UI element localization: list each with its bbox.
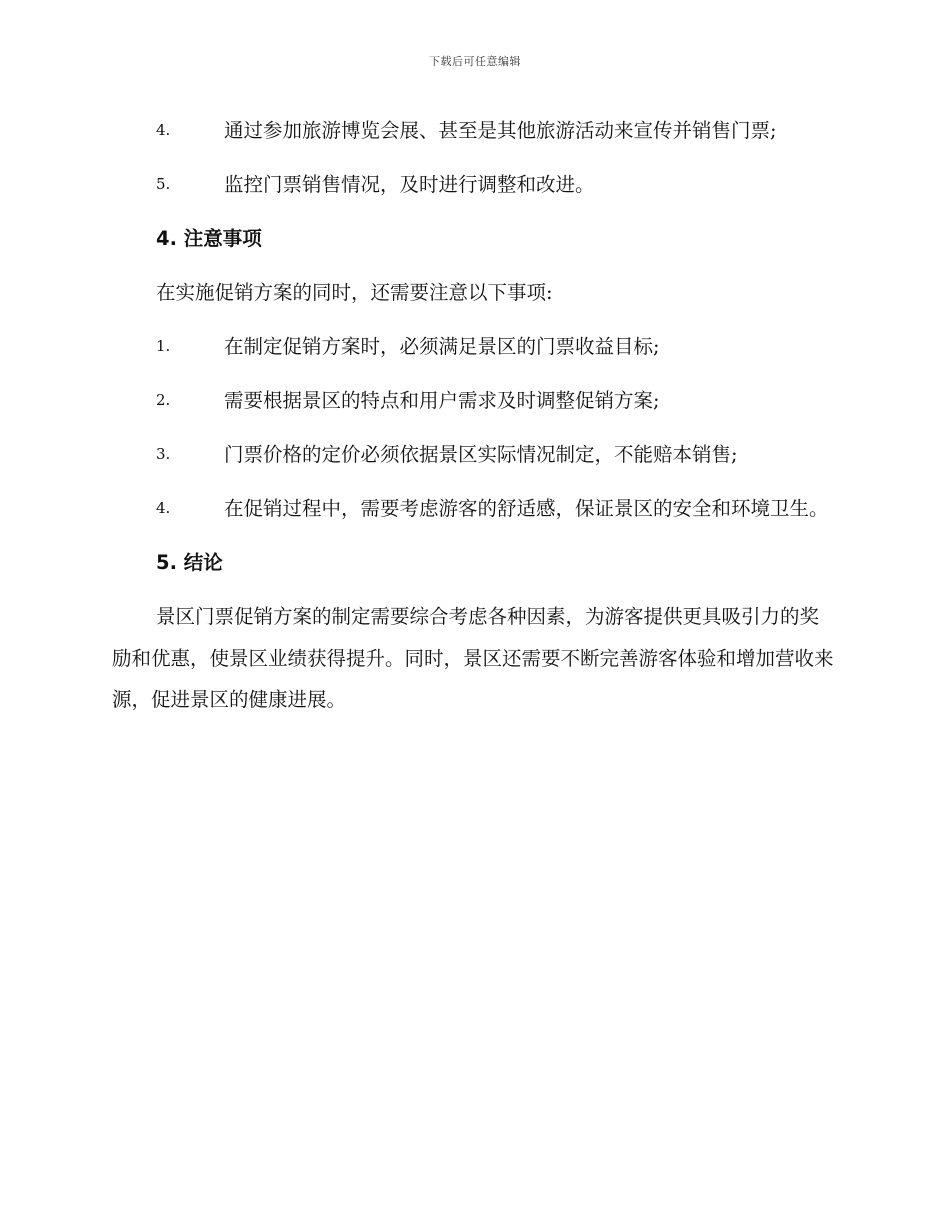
list-item [112,164,836,205]
list-item [112,326,836,367]
document-body [112,110,836,734]
section-intro: 在实施促销方案的同时，还需要注意以下事项: [156,281,553,304]
list-item-text: 在促销过程中，需要考虑游客的舒适感，保证景区的安全和环境卫生。 [224,497,829,520]
list-item [112,434,836,475]
header-note: 下载后可任意编辑 [429,55,521,68]
section-heading-notes: 4. 注意事项 [156,227,262,250]
list-item-text: 通过参加旅游博览会展、甚至是其他旅游活动来宣传并销售门票; [224,119,777,142]
section-heading-conclusion: 5. 结论 [156,551,223,574]
list-item-text: 监控门票销售情况，及时进行调整和改进。 [224,173,595,196]
list-item-text: 门票价格的定价必须依据景区实际情况制定，不能赔本销售; [224,443,738,466]
conclusion-paragraph: 景区门票促销方案的制定需要综合考虑各种因素，为游客提供更具吸引力的奖励和优惠，使景区业绩获得提升。同时，景区还需要不断完善游客体验和增加营收来源，促进景区的健康进展。 [112,605,834,711]
list-item-number: 2. [156,391,171,409]
list-item-number: 1. [156,337,171,355]
list-item-number: 4. [156,121,171,139]
list-item-text: 需要根据景区的特点和用户需求及时调整促销方案; [224,389,660,412]
list-item [112,110,836,151]
list-item-number: 3. [156,445,171,463]
list-item-number: 4. [156,499,171,517]
list-item [112,488,836,529]
list-item-text: 在制定促销方案时，必须满足景区的门票收益目标; [224,335,660,358]
list-item-number: 5. [156,175,171,193]
list-item [112,380,836,421]
